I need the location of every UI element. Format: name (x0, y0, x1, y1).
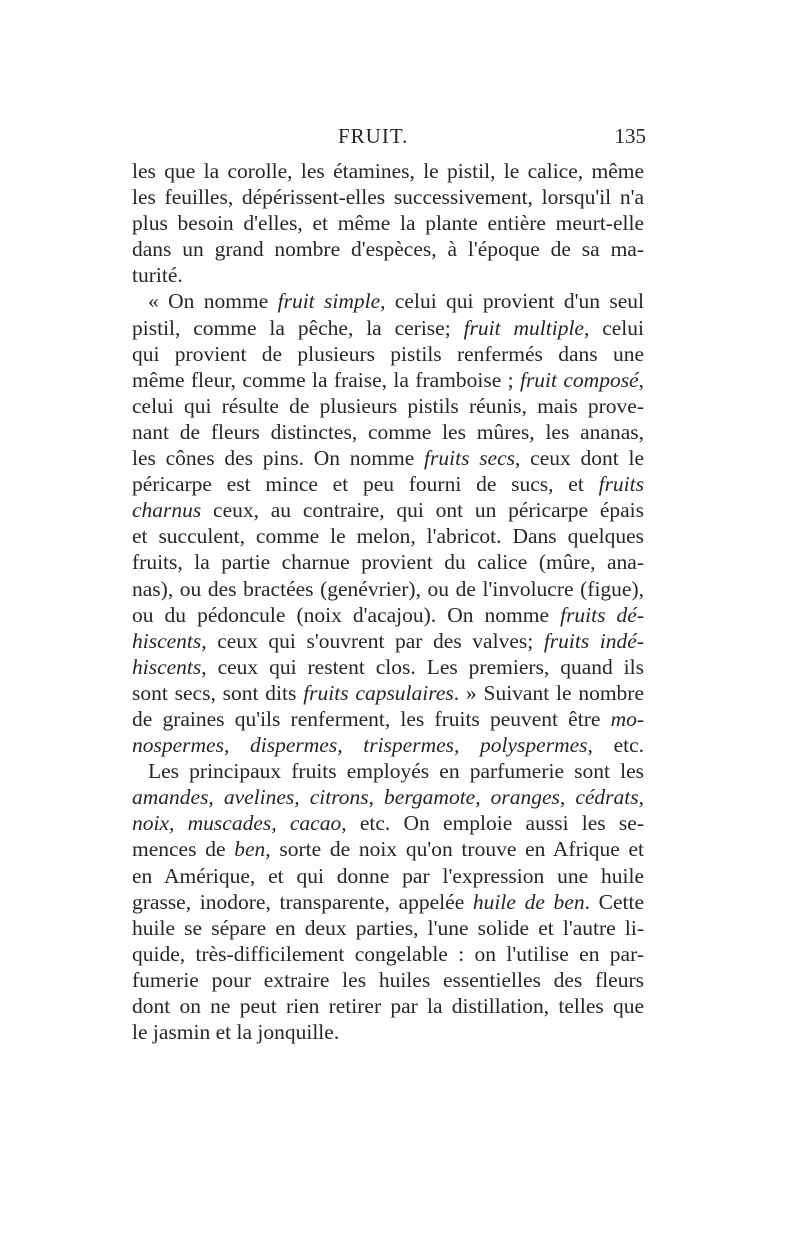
text-span: , etc. On emploie aussi les se- (341, 811, 644, 836)
text-span: dans un grand nombre d'espèces, à l'époque de sa ma- (132, 237, 644, 262)
text-line (132, 941, 644, 967)
text-line (132, 836, 644, 862)
text-line (132, 654, 644, 680)
text-span: . Cette (584, 889, 645, 914)
italic-term: hiscents (132, 628, 202, 653)
body-text (132, 158, 644, 1045)
italic-term: huile de ben (472, 889, 585, 914)
text-span: , (638, 367, 644, 392)
text-line (132, 602, 644, 628)
text-line (132, 184, 644, 210)
text-line (132, 889, 644, 915)
text-line (132, 262, 644, 288)
italic-term: fruit multiple (463, 315, 584, 340)
text-span: nant de fleurs distinctes, comme les mûres, les ananas, (132, 419, 644, 444)
text-line (132, 367, 644, 393)
text-span: sont secs, sont dits (132, 680, 304, 705)
text-line (132, 993, 644, 1019)
italic-term: charnus (132, 498, 202, 523)
text-span: en Amérique, et qui donne par l'expression une huile (132, 863, 644, 888)
italic-term: fruits dé- (560, 602, 644, 627)
text-span: , ceux qui s'ouvrent par des valves; (201, 628, 544, 653)
text-line (132, 393, 644, 419)
italic-term: amandes, avelines, citrons, bergamote, oranges, cédrats (132, 785, 639, 810)
text-line (132, 288, 644, 314)
text-line (132, 784, 644, 810)
text-span: les cônes des pins. On nomme (132, 446, 425, 471)
text-line (132, 158, 644, 184)
text-span: , ceux qui restent clos. Les premiers, quand ils (201, 654, 644, 679)
text-line (132, 732, 644, 758)
text-line (132, 576, 644, 602)
running-head (130, 122, 648, 152)
italic-term: noix, muscades, cacao (132, 811, 342, 836)
text-line (132, 236, 644, 262)
italic-term: fruits secs (424, 446, 516, 471)
text-line (132, 967, 644, 993)
text-span: huile se sépare en deux parties, l'une solide et l'autre li- (132, 915, 644, 940)
text-span: et succulent, comme le melon, l'abricot. Dans quelques (132, 524, 644, 549)
italic-term: fruit composé (519, 367, 639, 392)
text-span: les que la corolle, les étamines, le pistil, le calice, même (132, 159, 644, 183)
italic-term: fruits (598, 472, 644, 497)
text-line (132, 497, 644, 523)
text-line (132, 706, 644, 732)
italic-term: mo- (610, 706, 644, 731)
text-line (132, 628, 644, 654)
text-line (132, 680, 644, 706)
text-span: les feuilles, dépérissent-elles successivement, lorsqu'il n'a (132, 185, 644, 210)
text-span: le jasmin et la jonquille. (132, 1020, 340, 1045)
text-span: , celui (583, 315, 645, 340)
text-span: , ceux dont le (515, 446, 644, 471)
text-span: quide, très-difficilement congelable : on l'utilise en par- (132, 941, 644, 966)
text-span: . » Suivant le nombre (453, 680, 644, 705)
text-line (132, 758, 644, 784)
text-span: , sorte de noix qu'on trouve en Afrique et (265, 837, 645, 862)
italic-term: hiscents (132, 654, 202, 679)
text-line (132, 471, 644, 497)
text-line (132, 549, 644, 575)
text-span: fumerie pour extraire les huiles essentielles des fleurs (132, 967, 644, 992)
text-span: celui qui résulte de plusieurs pistils réunis, mais prove- (132, 393, 644, 418)
text-line (132, 915, 644, 941)
text-line (132, 523, 644, 549)
text-line (132, 341, 644, 367)
text-span: dont on ne peut rien retirer par la distillation, telles que (132, 994, 644, 1018)
text-span: , etc. (587, 733, 645, 758)
italic-term: fruits capsulaires (303, 680, 454, 705)
text-span: ceux, au contraire, qui ont un péricarpe épais (201, 498, 644, 523)
running-title: FRUIT. (338, 124, 409, 148)
text-span: mences de (132, 837, 235, 862)
text-span: , (638, 785, 644, 810)
text-span: nas), ou des bractées (genévrier), ou de l'involucre (figue), (132, 576, 644, 601)
text-span: turité. (132, 263, 183, 288)
text-span: plus besoin d'elles, et même la plante entière meurt-elle (132, 211, 644, 236)
text-span: même fleur, comme la fraise, la framboise ; (132, 367, 520, 392)
text-line (132, 810, 644, 836)
text-span: , celui qui provient d'un seul (380, 289, 644, 314)
text-span: Les principaux fruits employés en parfumerie sont les (148, 759, 644, 784)
text-line (132, 863, 644, 889)
text-span: fruits, la partie charnue provient du calice (mûre, ana- (132, 550, 644, 575)
page-number: 135 (614, 124, 646, 148)
text-line (132, 210, 644, 236)
text-line (132, 445, 644, 471)
italic-term: fruit simple (277, 289, 381, 314)
text-span: « On nomme (148, 289, 278, 314)
text-line (132, 1019, 644, 1045)
text-span: péricarpe est mince et peu fourni de sucs, et (132, 472, 599, 497)
text-line (132, 315, 644, 341)
italic-term: nospermes, dispermes, trispermes, polyspermes (132, 733, 588, 758)
italic-term: fruits indé- (543, 628, 644, 653)
text-span: grasse, inodore, transparente, appelée (132, 889, 473, 914)
text-span: de graines qu'ils renferment, les fruits peuvent être (132, 706, 611, 731)
text-span: ou du pédoncule (noix d'acajou). On nomme (132, 602, 561, 627)
italic-term: ben (234, 837, 266, 862)
text-span: qui provient de plusieurs pistils renfermés dans une (132, 341, 644, 366)
text-line (132, 419, 644, 445)
text-span: pistil, comme la pêche, la cerise; (132, 315, 464, 340)
